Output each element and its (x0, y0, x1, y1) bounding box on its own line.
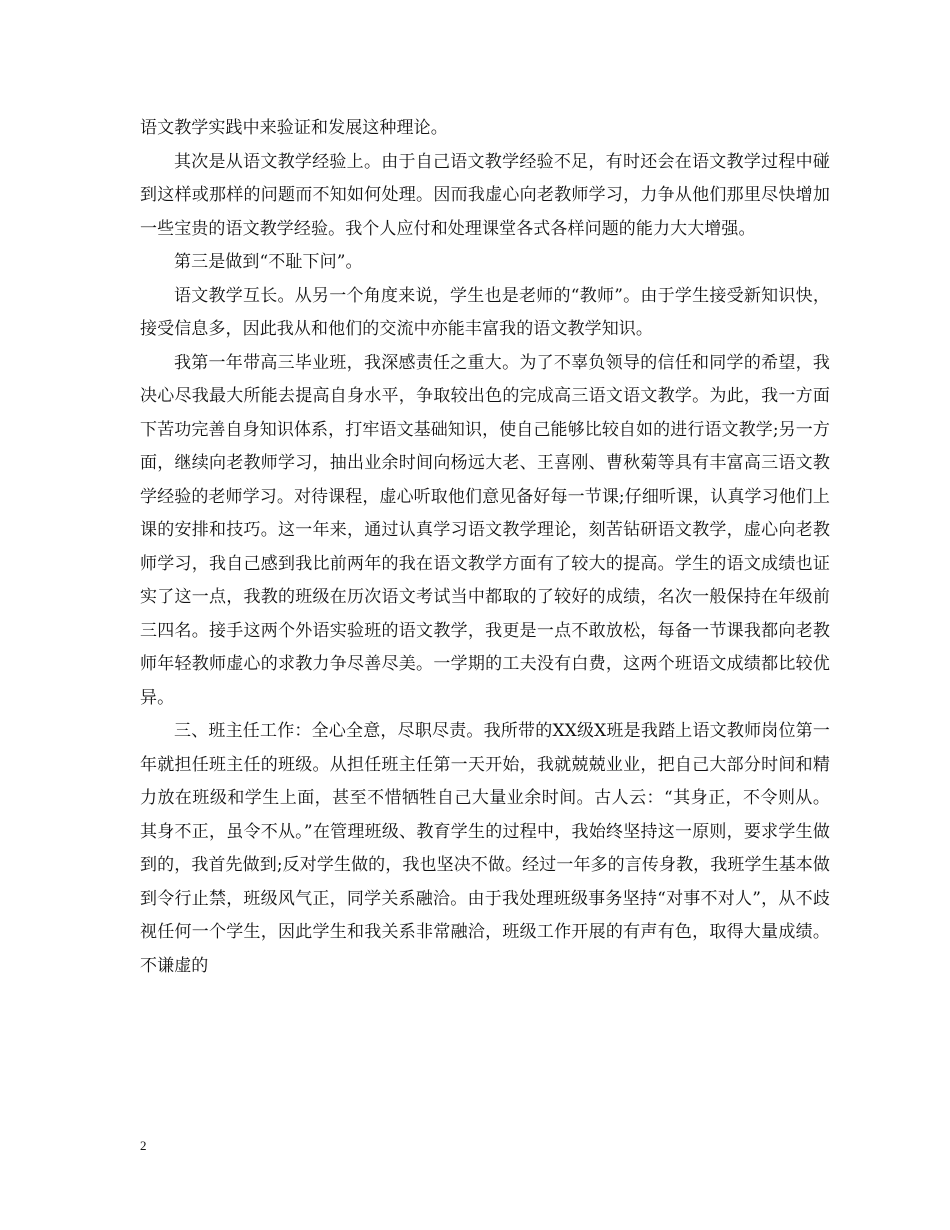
paragraph-3: 第三是做到“不耻下问”。 (174, 252, 363, 272)
paragraph-4: 语文教学互长。从另一个角度来说，学生也是老师的“教师”。由于学生接受新知识快，接受信息多，因此我从和他们的交流中亦能丰富我的语文教学知识。 (140, 285, 830, 339)
paragraph-5: 我第一年带高三毕业班，我深感责任之重大。为了不辜负领导的信任和同学的希望，我决心尽我最大所能去提高自身水平，争取较出色的完成高三语文语文教学。为此，我一方面下苦功完善自身知识体系，打牢语文基础知识，使自己能够比较自如的进行语文教学;另一方面，继续向老教师学习，抽出业余时间向杨远大老、王喜刚、曹秋菊等具有丰富高三语文教学经验的老师学习。对待课程，虚心听取他们意见备好每一节课;仔细听课，认真学习他们上课的安排和技巧。这一年来，通过认真学习语文教学理论，刻苦钻研语文教学，虚心向老教师学习，我自己感到我比前两年的我在语文教学方面有了较大的提高。学生的语文成绩也证实了这一点，我教的班级在历次语文考试当中都取的了较好的成绩，名次一般保持在年级前三四名。接手这两个外语实验班的语文教学，我更是一点不敢放松，每备一节课我都向老教师年轻教师虚心的求教力争尽善尽美。一学期的工夫没有白费，这两个班语文成绩都比较优异。 (140, 352, 830, 708)
paragraph-2: 其次是从语文教学经验上。由于自己语文教学经验不足，有时还会在语文教学过程中碰到这样或那样的问题而不知如何处理。因而我虚心向老教师学习，力争从他们那里尽快增加一些宝贵的语文教学经验。我个人应付和处理课堂各式各样问题的能力大大增强。 (140, 151, 830, 239)
page-number: 2 (140, 1138, 147, 1153)
paragraph-6: 三、班主任工作：全心全意，尽职尽责。我所带的XX级X班是我踏上语文教师岗位第一年就担任班主任的班级。从担任班主任第一天开始，我就兢兢业业，把自己大部分时间和精力放在班级和学生上面，甚至不惜牺牲自己大量业余时间。古人云：“其身正，不令则从。其身不正，虽令不从。”在管理班级、教育学生的过程中，我始终坚持这一原则，要求学生做到的，我首先做到;反对学生做的，我也坚决不做。经过一年多的言传身教，我班学生基本做到令行止禁，班级风气正，同学关系融洽。由于我处理班级事务坚持“对事不对人”，从不歧视任何一个学生，因此学生和我关系非常融洽，班级工作开展的有声有色，取得大量成绩。不谦虚的 (140, 721, 830, 976)
paragraph-1: 语文教学实践中来验证和发展这种理论。 (140, 118, 448, 138)
body-text (140, 112, 830, 983)
